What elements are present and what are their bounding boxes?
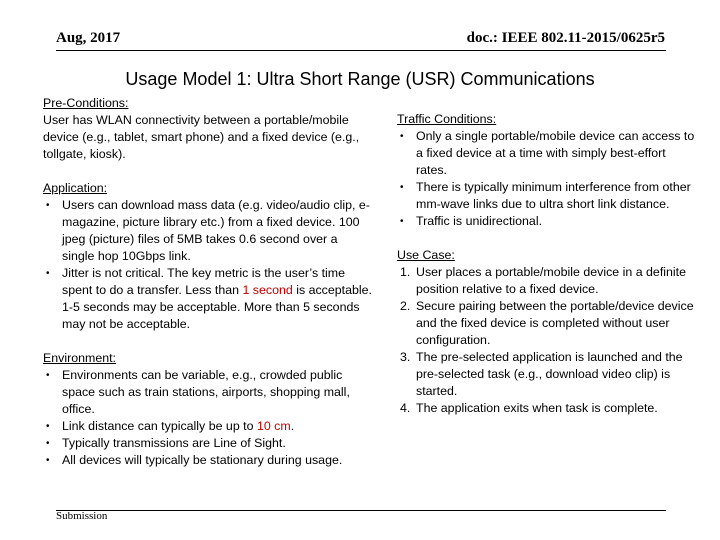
application-section (43, 180, 373, 333)
usecase-step-4-text: The application exits when task is complete. (416, 401, 658, 415)
footer-divider (56, 510, 666, 511)
environment-section (43, 350, 373, 469)
application-list (43, 197, 373, 333)
preconditions-heading: Pre-Conditions: (43, 96, 129, 110)
step-number: 1. (400, 265, 411, 279)
application-bullet-2-post: is acceptable. 1-5 seconds may be acceptable. More than 5 seconds may not be acceptable. (62, 283, 372, 331)
application-bullet-2-highlight: 1 second (242, 283, 293, 297)
environment-bullet-1-text: Environments can be variable, e.g., crowded public space such as train stations, airports, shopping mall, office. (62, 368, 350, 416)
list-item (397, 213, 697, 230)
preconditions-text: User has WLAN connectivity between a portable/mobile device (e.g., tablet, smart phone) and a fixed device (e.g., tollgate, kiosk). (43, 113, 360, 161)
traffic-bullet-1-text: Only a single portable/mobile device can access to a fixed device at a time with simply best-effort rates. (416, 129, 695, 177)
left-column (43, 95, 373, 486)
list-item (397, 128, 697, 179)
traffic-heading: Traffic Conditions: (397, 112, 497, 126)
application-heading: Application: (43, 181, 108, 195)
step-number: 4. (400, 401, 411, 415)
step-number: 2. (400, 299, 411, 313)
environment-bullet-2-post: . (290, 419, 295, 433)
usecase-step-2-text: Secure pairing between the portable/device device and the fixed device is completed without user configuration. (416, 299, 694, 347)
list-item (397, 264, 697, 298)
environment-bullet-2-pre: Link distance can typically be up to (62, 419, 257, 433)
list-item (397, 400, 697, 417)
list-item (43, 197, 373, 265)
list-item (43, 367, 373, 418)
environment-bullet-3-text: Typically transmissions are Line of Sight. (62, 436, 286, 450)
slide-title: Usage Model 1: Ultra Short Range (USR) Communications (125, 69, 595, 89)
list-item (43, 452, 373, 469)
traffic-list (397, 128, 697, 230)
environment-heading: Environment: (43, 351, 117, 365)
application-bullet-1-text: Users can download mass data (e.g. video/audio clip, e-magazine, picture library etc.) from a fixed device. 100 jpeg (picture) files of 5MB takes 0.6 second over a single hop 10Gbps link. (62, 198, 370, 263)
usecase-step-3-text: The pre-selected application is launched and the pre-selected task (e.g., download video clip) is started. (416, 350, 683, 398)
header-date: Aug, 2017 (56, 30, 121, 46)
application-bullet-2-pre: Jitter is not critical. The key metric is the user’s time spent to do a transfer. Less than (62, 266, 346, 297)
list-item (43, 265, 373, 333)
footer-label: Submission (56, 510, 108, 522)
list-item (43, 435, 373, 452)
right-column (397, 111, 697, 434)
list-item (397, 349, 697, 400)
usecase-step-1-text: User places a portable/mobile device in a definite position relative to a fixed device. (416, 265, 686, 296)
preconditions-section (43, 95, 373, 163)
environment-bullet-4-text: All devices will typically be stationary during usage. (62, 453, 343, 467)
list-item (43, 418, 373, 435)
list-item (397, 179, 697, 213)
traffic-bullet-3-text: Traffic is unidirectional. (416, 214, 543, 228)
header-divider (56, 50, 666, 51)
environment-list (43, 367, 373, 469)
list-item (397, 298, 697, 349)
usecase-heading: Use Case: (397, 248, 455, 262)
usecase-section (397, 247, 697, 417)
usecase-list (397, 264, 697, 417)
traffic-section (397, 111, 697, 230)
traffic-bullet-2-text: There is typically minimum interference from other mm-wave links due to ultra short link distance. (416, 180, 691, 211)
environment-bullet-2-highlight: 10 cm (256, 419, 291, 433)
step-number: 3. (400, 350, 411, 364)
header-doc-id: doc.: IEEE 802.11-2015/0625r5 (466, 30, 665, 46)
